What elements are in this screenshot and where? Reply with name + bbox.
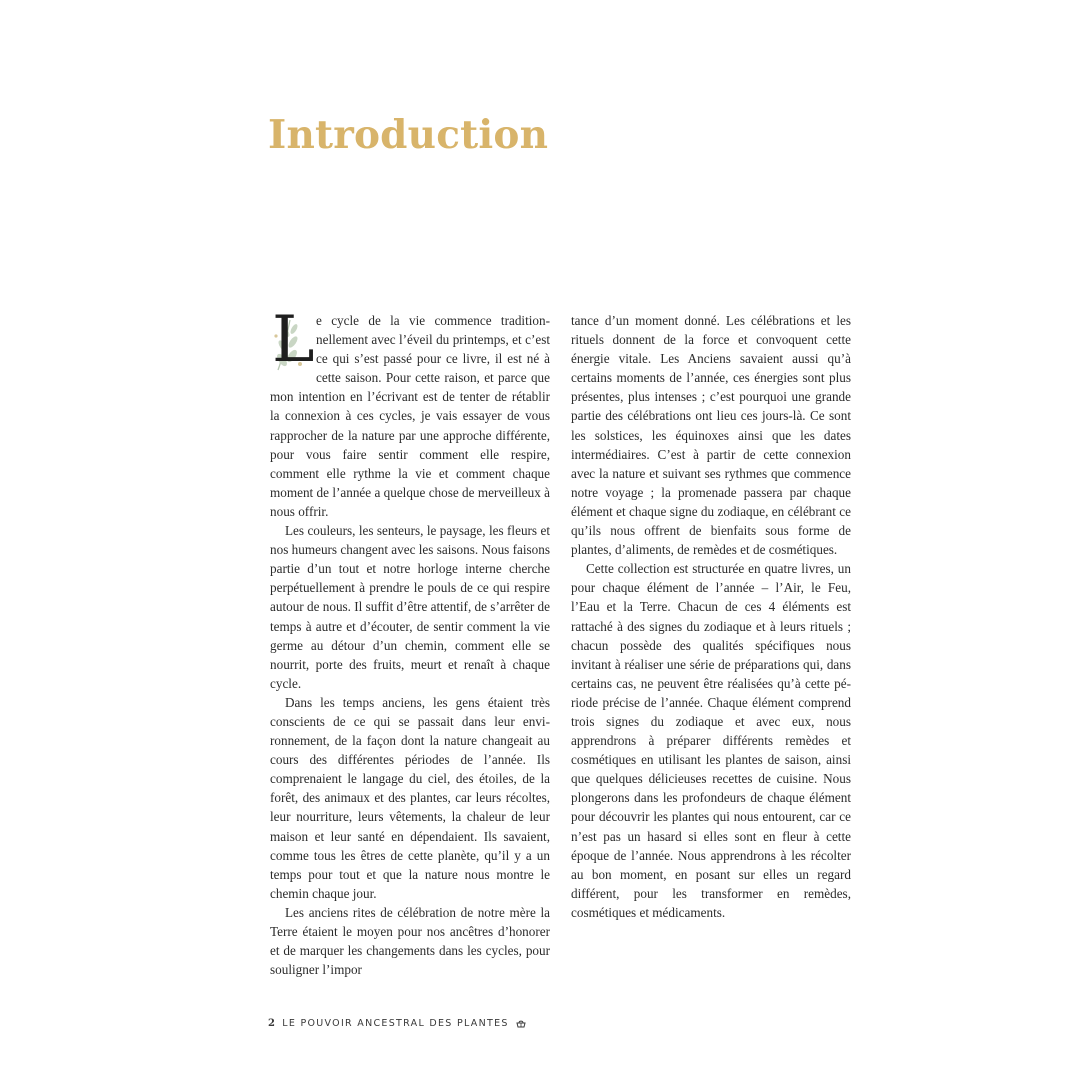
paragraph-text: e cycle de la vie commence traditionnellement avec l’éveil du printemps, et c’est ce qui s’est passé pour ce livre, il est né à cette saison. Pour cette raison, et parce que mon intention en l’écrivant est de tenter de rétablir la connexion à ces cycles, je vais essayer de vous rapprocher de la nature par une approche différente, pour vous faire sentir comment elle respire, comment elle rythme la vie et comment chaque moment de l’année a quelque chose de merveilleux à nous offrir. — [270, 313, 550, 519]
paragraph: Les anciens rites de célébration de notre mère la Terre étaient le moyen pour nos ancêtres d’honorer et de marquer les changements dans les cycles, pour souligner l’impor — [270, 904, 550, 978]
chapter-title: Introduction — [268, 112, 549, 158]
paragraph: Cette collection est structurée en quatre livres, un pour chaque élément de l’année – l’Air, le Feu, l’Eau et la Terre. Chacun de ces 4 éléments est rattaché à des signes du zodiaque et à leurs rituels ; chacun possède des qualités spécifiques nous invitant à réaliser une série de préparations qui, dans certains cas, ne peuvent être réalisées qu’à cette période précise de l’année. Chaque élément comprend trois signes du zodiaque et avec eux, nous apprendrons à préparer différents remèdes et cosmétiques en utilisant les plantes de saison, ainsi que quelques délicieuses recettes de cuisine. Nous plongerons dans les profondeurs de chaque élément pour découvrir les plantes qui nous entourent, car ce n’est pas un hasard si elles sont en fleur à cette époque de l’année. Nous apprendrons à les récolter au bon moment, en posant sur elles un regard différent, pour les transformer en remèdes, cosmétiques et médicaments. — [571, 561, 851, 920]
body-columns — [270, 303, 851, 979]
right-column — [571, 311, 851, 979]
dropcap-letter: L — [272, 303, 315, 377]
left-column — [270, 303, 550, 979]
paragraph — [270, 303, 550, 521]
page-footer — [268, 1018, 526, 1029]
paragraph: Dans les temps anciens, les gens étaient très conscients de ce qui se passait dans leur environnement, de la façon dont la nature changeait au cours des différentes périodes de l’année. Ils comprenaient le langage du ciel, des étoiles, de la forêt, des animaux et des plantes, car leurs récoltes, leur nourriture, leurs vêtements, la chaleur de leur maison et leur santé en dépendaient. Ils savaient, comme tous les êtres de cette planète, qu’il y a un temps pour tout et que la nature nous montre le chemin chaque jour. — [270, 694, 550, 901]
paragraph: Les couleurs, les senteurs, le paysage, les fleurs et nos humeurs changent avec les saisons. Nous faisons partie d’un tout et notre horloge interne cherche perpétuellement à prendre le pouls de ce qui respire autour de nous. Il suffit d’être attentif, de s’arrêter de temps à autre et d’écouter, de sentir comment la vie germe au détour d’un chemin, comment elle se nourrit, porte des fruits, meurt et renaît à chaque cycle. — [270, 523, 550, 691]
paragraph: tance d’un moment donné. Les célébrations et les rituels donnent de la force et convoquent cette énergie vitale. Les Anciens savaient aussi qu’à certains moments de l’année, ces énergies sont plus présentes, plus intenses ; c’est pourquoi une grande partie des célébrations ont lieu ces jours-là. Ce sont les solstices, les équinoxes ainsi que les dates intermédiaires. C’est à partir de cette connexion avec la nature et suivant ses rythmes que commence notre voyage ; la promenade passera par chaque élément et chaque signe du zodiaque, en célébrant ce qu’ils nous offrent de bienfaits sous forme de plantes, d’aliments, de remèdes et de cosmétiques. — [571, 313, 851, 558]
page-number: 2 — [268, 1018, 277, 1029]
dropcap-ornament — [270, 303, 315, 377]
running-title: LE POUVOIR ANCESTRAL DES PLANTES — [282, 1018, 509, 1029]
basket-icon — [516, 1020, 526, 1028]
